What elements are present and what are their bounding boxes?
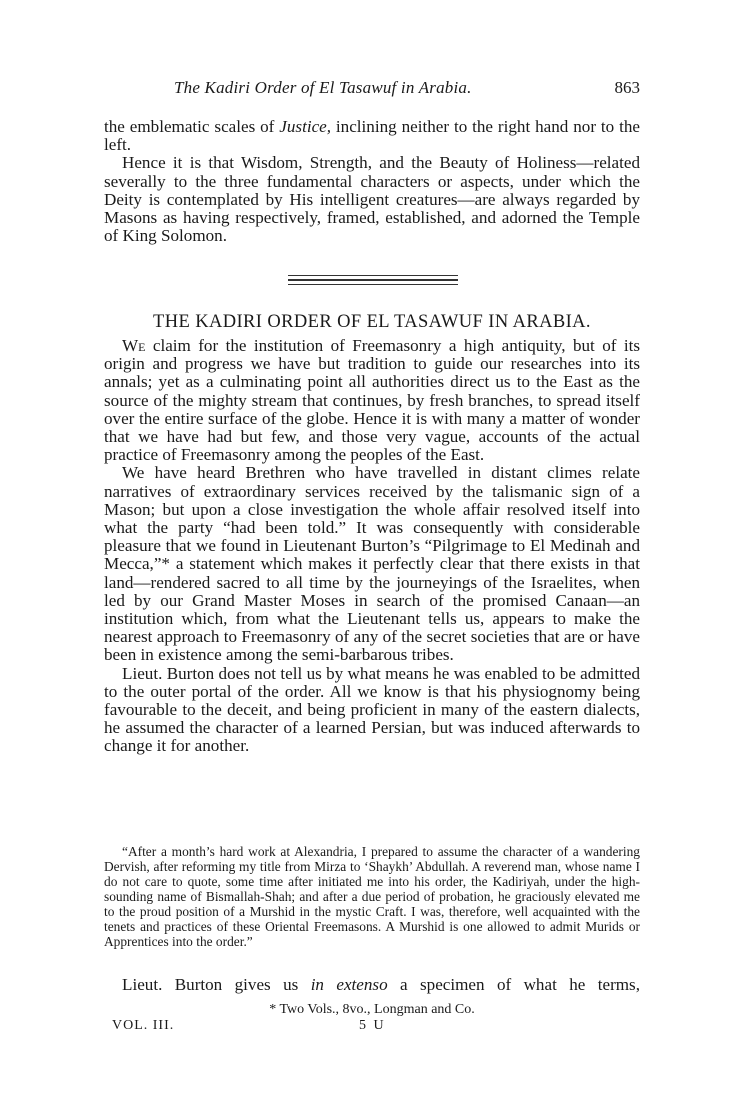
section-rule-bottom (288, 284, 458, 285)
section-text-block (104, 337, 640, 756)
paragraph-wisdom: Hence it is that Wisdom, Strength, and the Beauty of Holiness—related severally to the three fundamental characters or aspects, under which the Deity is contemplated by His intelligent creatures—are always regarded by Masons as having respectively, framed, established, and adorned the Temple of King Solomon. (104, 153, 640, 246)
closing-line: Lieut. Burton gives us in extenso a specimen of what he terms, (122, 975, 640, 994)
page-number: 863 (614, 78, 640, 97)
section-rule-top (288, 275, 458, 276)
signature-mark: 5 U (359, 1018, 386, 1033)
top-text-block (104, 118, 640, 245)
justice-emphasis: Justice, (279, 117, 332, 136)
section-heading: THE KADIRI ORDER OF EL TASAWUF IN ARABIA. (153, 312, 591, 332)
paragraph-burton: Lieut. Burton does not tell us by what means he was enabled to be admitted to the outer portal of the order. All we know is that his physiognomy being favourable to the deceit, and being proficient in many of the eastern dialects, he assumed the character of a learned Persian, but was induced afterwards to change it for another. (104, 663, 640, 756)
running-title: The Kadiri Order of El Tasawuf in Arabia. (174, 78, 472, 97)
running-head (104, 78, 640, 100)
drop-word: We (122, 336, 146, 355)
paragraph-claim: We claim for the institution of Freemasonry a high antiquity, but of its origin and progress we have but tradition to guide our researches into its annals; yet as a culminating point all authorities direct us to the East as the source of the mighty stream that continues, by fresh branches, to spread itself over the entire surface of the globe. Hence it is with many a matter of wonder that we have had but few, and those very vague, accounts of the actual practice of Freemasonry among the peoples of the East. (104, 336, 640, 465)
paragraph-brethren: We have heard Brethren who have travelled in distant climes relate narratives of extraordinary services received by the talismanic sign of a Mason; but upon a close investigation the whole affair resolved itself into what the party “had been told.” It was consequently with considerable pleasure that we found in Lieutenant Burton’s “Pilgrimage to El Medinah and Mecca,”* a statement which makes it perfectly clear that there exists in that land—rendered sacred to all time by the journeyings of the Israelites, when led by our Grand Master Moses in search of the promised Canaan—an institution which, from what the Lieutenant tells us, appears to make the nearest approach to Freemasonry of any of the secret societies that are or have been in existence among the semi-barbarous tribes. (104, 463, 640, 665)
in-extenso-emphasis: in extenso (310, 975, 388, 994)
section-rule-middle (288, 279, 458, 281)
footnote: * Two Vols., 8vo., Longman and Co. (269, 1002, 475, 1017)
paragraph-scales: the emblematic scales of Justice, inclining neither to the right hand nor to the left. (104, 117, 640, 155)
volume-label: VOL. III. (112, 1018, 175, 1033)
signature-line (104, 1018, 640, 1036)
burton-quotation: “After a month’s hard work at Alexandria, I prepared to assume the character of a wandering Dervish, after reforming my title from Mirza to ‘Shaykh’ Abdullah. A reverend man, whose name I do not care to quote, some time after initiated me into his order, the Kadiriyah, under the high-sounding name of Bismallah-Shah; and after a due period of probation, he graciously elevated me to the proud position of a Murshid in the mystic Craft. I was, therefore, well acquainted with the tenets and practices of these Oriental Freemasons. A Murshid is one allowed to admit Murids or Apprentices into the order.” (104, 844, 640, 949)
